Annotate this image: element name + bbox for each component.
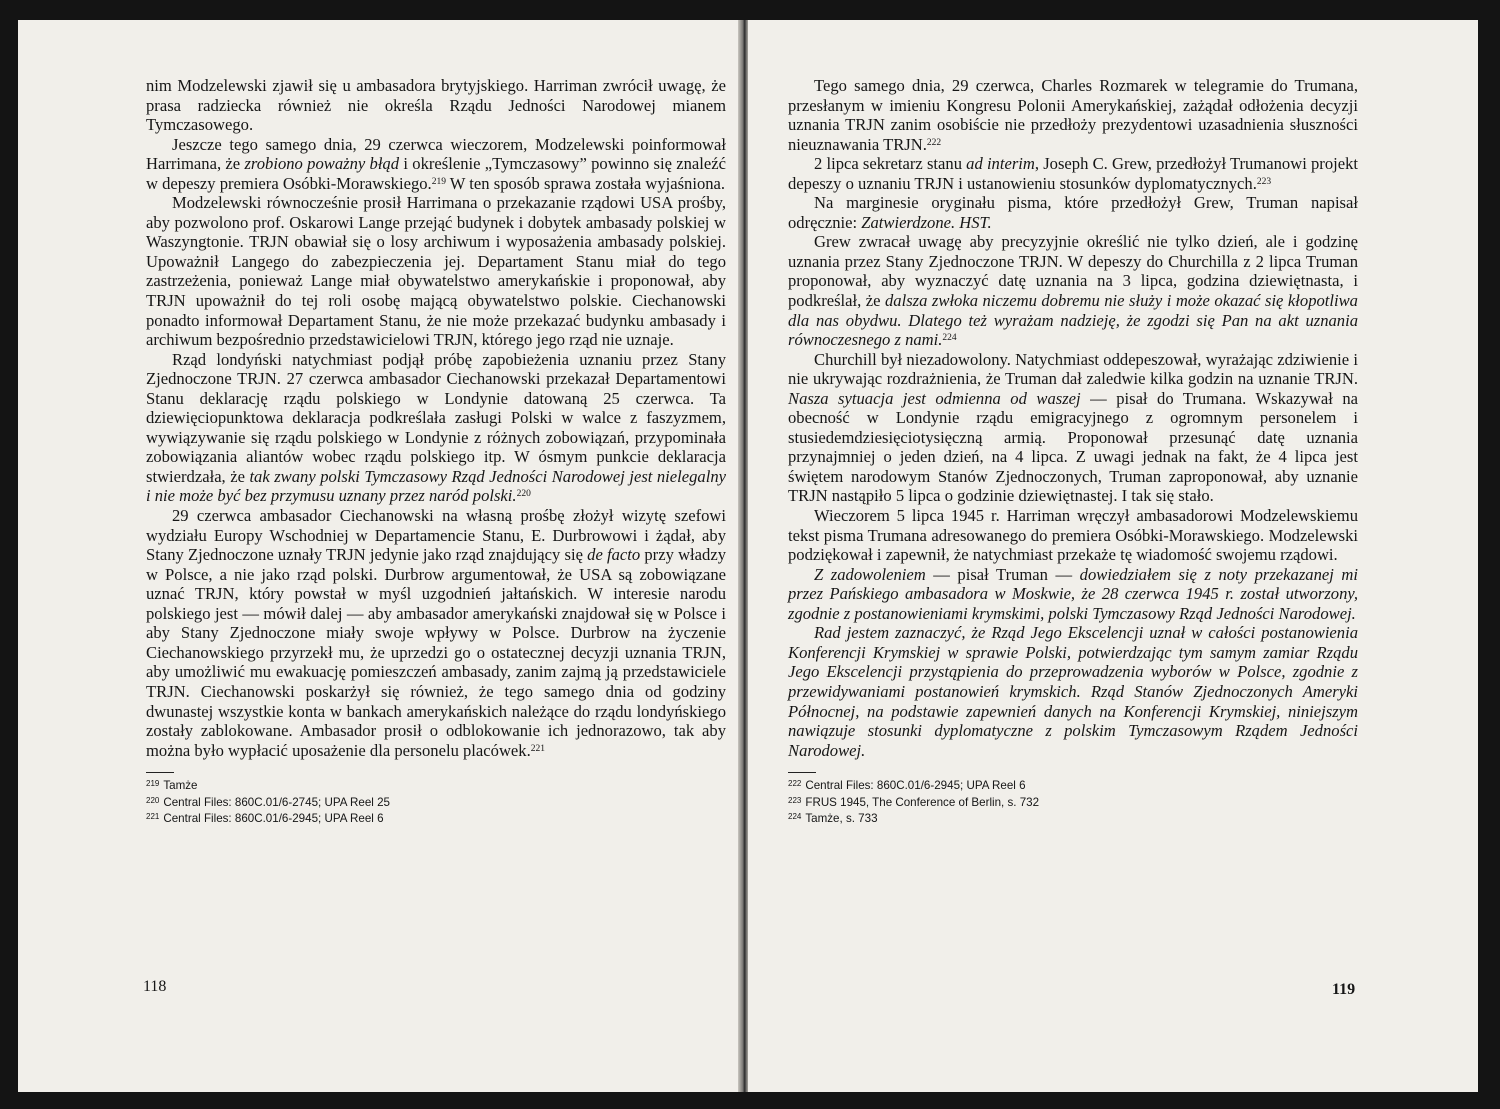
footnote bbox=[788, 811, 1358, 828]
text-run: nim Modzelewski zjawił się u ambasadora brytyjskiego. Harriman zwrócił uwagę, że prasa radziecka również nie określa Rządu Jedności Narodowej mianem Tymczasowego. bbox=[146, 76, 726, 135]
footnote-number: 220 bbox=[146, 795, 160, 805]
paragraph bbox=[788, 506, 1358, 565]
italic-text: dowiedziałem się z noty przekazanej mi przez Pańskiego ambasadora w Moskwie, że 28 czerwca 1945 r. został utworzony, zgodnie z postanowieniami krymskimi, polski Tymczasowy Rząd Jedności Narodowej. bbox=[788, 564, 1359, 623]
footnote-ref: 223 bbox=[1256, 176, 1272, 187]
text-run: przy władzy w Polsce, a nie jako rząd polski. Durbrow argumentował, że USA są zobowiązane uznać TRJN, który powstał w myśl uzgodnień jałtańskich. W interesie narodu polskiego jest — mówił dalej — aby ambasador amerykański znajdował się w Polsce i aby Stany Zjednoczone miały swoje wpływy w Polsce. Durbrow na życzenie Ciechanowskiego przyrzekł mu, że uprzedzi go o ostatecznej decyzji uznania TRJN, aby umożliwić mu ewakuację pomieszczeń ambasady, zanim zajmą ją przedstawiciele TRJN. Ciechanowski poskarżył się również, że tego samego dnia od godziny dwunastej wszystkie konta w bankach amerykańskich należące do rządu londyńskiego zostały zablokowane. Ambasador prosił o odblokowanie ich jednorazowo, tak aby można było wypłacić uposażenie dla personelu placówek. bbox=[146, 545, 726, 760]
footnote bbox=[146, 795, 726, 812]
footnote-number: 222 bbox=[788, 779, 802, 789]
left-footnotes bbox=[146, 778, 726, 828]
footnote bbox=[146, 811, 726, 828]
left-page bbox=[18, 20, 740, 1092]
footnote-text: Central Files: 860C.01/6-2745; UPA Reel 25 bbox=[163, 795, 390, 809]
paragraph bbox=[146, 76, 726, 135]
footnote bbox=[788, 795, 1358, 812]
paragraph bbox=[146, 135, 726, 194]
text-run: Jeszcze tego samego dnia, 29 czerwca wieczorem, Modzelewski poinformował Harrimana, że bbox=[146, 134, 726, 174]
footnote-number: 224 bbox=[788, 812, 802, 822]
text-run: — pisał Truman — bbox=[925, 564, 1080, 584]
footnote-ref: 221 bbox=[530, 743, 545, 754]
page-number-left: 118 bbox=[143, 978, 167, 995]
footnote-separator bbox=[788, 772, 816, 773]
italic-text: Zatwierdzone. HST. bbox=[861, 212, 992, 232]
paragraph bbox=[146, 350, 726, 506]
text-run: Churchill był niezadowolony. Natychmiast oddepeszował, wyrażając zdziwienie i nie ukrywając rozdrażnienia, że Truman dał zaledwie kilka godzin na uznanie TRJN. bbox=[788, 349, 1358, 389]
right-text-column bbox=[788, 76, 1358, 828]
paragraph bbox=[788, 350, 1358, 506]
text-run: Modzelewski równocześnie prosił Harrimana o przekazanie rządowi USA prośby, aby pozwolono prof. Oskarowi Lange przejąć budynek i dobytek ambasady polskiej w Waszyngtonie. TRJN obawiał się o losy archiwum i wyposażenia ambasady polskiej. Upoważnił Langego do zabezpieczenia jej. Departament Stanu miał do tego zastrzeżenia, ponieważ Lange miał obywatelstwo amerykańskie i proponował, aby TRJN upoważnił do tej roli osobę mającą obywatelstwo polskie. Ciechanowski ponadto informował Departament Stanu, że nie może przekazać budynku ambasady i archiwum bezpośrednio przedstawicielowi TRJN, którego jego rząd nie uznaje. bbox=[146, 193, 726, 350]
text-run: , Joseph C. Grew, przedłożył Trumanowi projekt depeszy o uznaniu TRJN i ustanowieniu stosunków dyplomatycznych. bbox=[788, 154, 1358, 193]
right-footnotes bbox=[788, 778, 1358, 828]
footnote-ref: 224 bbox=[942, 333, 957, 344]
paragraph bbox=[146, 506, 726, 760]
footnote-text: FRUS 1945, The Conference of Berlin, s. 732 bbox=[805, 795, 1040, 809]
left-text-column bbox=[146, 76, 726, 828]
footnote-ref: 219 bbox=[431, 176, 446, 187]
italic-text: Nasza sytuacja jest odmienna od waszej bbox=[788, 388, 1081, 408]
text-run: W ten sposób sprawa została wyjaśniona. bbox=[445, 173, 726, 193]
text-run: Tego samego dnia, 29 czerwca, Charles Rozmarek w telegramie do Trumana, przesłanym w imieniu Kongresu Polonii Amerykańskiej, zażądał odłożenia decyzji uznania TRJN zanim osobiście nie przedłoży prezydentowi uzasadnienia słuszności nieuznawania TRJN. bbox=[788, 76, 1358, 154]
footnote-ref: 222 bbox=[926, 137, 942, 148]
footnote-ref: 220 bbox=[516, 489, 531, 500]
text-run: Na marginesie oryginału pisma, które przedłożył Grew, Truman napisał odręcznie: bbox=[788, 193, 1358, 232]
italic-text: dalsza zwłoka niczemu dobremu nie służy i może okazać się kłopotliwa dla nas obydwu. Dlatego też wyrażam nadzieję, że zgodzi się Pan na akt uznania równoczesnego z nami. bbox=[788, 291, 1358, 350]
paragraph bbox=[146, 193, 726, 349]
text-run: i określenie „Tymczasowy” powinno się znaleźć w depeszy premiera Osóbki-Morawskiego. bbox=[146, 154, 726, 193]
page-number-right: 119 bbox=[1332, 981, 1356, 998]
paragraph bbox=[788, 232, 1358, 349]
text-run: — pisał do Trumana. Wskazywał na obecność w Londynie rządu emigracyjnego z ogromnym personelem i stusiedemdziesięciotysięczną armią. Proponował przesunąć datę uznania przynajmniej o jeden dzień, na 4 lipca. Z uwagi jednak na fakt, że 4 lipca jest świętem narodowym Stanów Zjednoczonych, Truman zaproponował, aby uznanie TRJN nastąpiło 5 lipca o godzinie dziewiętnastej. I tak się stało. bbox=[788, 388, 1358, 506]
text-run: Rząd londyński natychmiast podjął próbę zapobieżenia uznaniu przez Stany Zjednoczone TRJN. 27 czerwca ambasador Ciechanowski przekazał Departamentowi Stanu deklarację rządu polskiego w Londynie datowaną 25 czerwca. Ta dziewięciopunktowa deklaracja podkreślała zasługi Polski w walce z faszyzmem, wywiązywanie się rządu polskiego w Londynie z różnych zobowiązań, przypominała zobowiązania aliantów wobec rządu polskiego itp. W ósmym punkcie deklaracja stwierdzała, że bbox=[146, 349, 726, 486]
footnote-separator bbox=[146, 772, 174, 773]
text-run: 2 lipca sekretarz stanu bbox=[814, 154, 967, 174]
italic-text: zrobiono poważny błąd bbox=[244, 154, 400, 174]
paragraph bbox=[788, 623, 1358, 760]
paragraph bbox=[788, 565, 1358, 624]
paragraph bbox=[788, 154, 1358, 193]
right-page bbox=[748, 20, 1478, 1092]
footnote-text: Tamże, s. 733 bbox=[805, 812, 878, 826]
footnote-number: 219 bbox=[146, 779, 160, 789]
italic-text: Rad jestem zaznaczyć, że Rząd Jego Ekscelencji uznał w całości postanowienia Konferencji Krymskiej w sprawie Polski, potwierdzając tym samym zamiar Rządu Jego Ekscelencji przystąpienia do przeprowadzenia wyborów w Polsce, zgodnie z przewidywaniami postanowień krymskich. Rząd Stanów Zjednoczonych Ameryki Północnej, na podstawie zapewnień danych na Konferencji Krymskiej, niniejszym nawiązuje stosunki dyplomatyczne z polskim Tymczasowym Rządem Jedności Narodowej. bbox=[788, 623, 1358, 760]
footnote-text: Central Files: 860C.01/6-2945; UPA Reel 6 bbox=[805, 779, 1026, 793]
footnote-text: Tamże bbox=[163, 779, 198, 793]
left-body bbox=[146, 76, 726, 760]
italic-text: ad interim bbox=[966, 154, 1035, 174]
footnote-text: Central Files: 860C.01/6-2945; UPA Reel 6 bbox=[163, 812, 384, 826]
text-run: Grew zwracał uwagę aby precyzyjnie określić nie tylko dzień, ale i godzinę uznania przez Stany Zjednoczone TRJN. W depeszy do Churchilla z 2 lipca Truman proponował, aby wyznaczyć datę uznania na 3 lipca, godzina dziewiętnasta, i podkreślał, że bbox=[788, 232, 1358, 311]
footnote bbox=[146, 778, 726, 795]
right-body bbox=[788, 76, 1358, 760]
paragraph bbox=[788, 76, 1358, 154]
italic-text: Z zadowoleniem bbox=[814, 564, 926, 584]
italic-text: de facto bbox=[587, 545, 641, 565]
text-run: Wieczorem 5 lipca 1945 r. Harriman wręczył ambasadorowi Modzelewskiemu tekst pisma Trumana adresowanego do premiera Osóbki-Morawskiego. Modzelewski podziękował i zapewnił, że natychmiast przekaże tę wiadomość swojemu rządowi. bbox=[788, 506, 1358, 565]
paragraph bbox=[788, 193, 1358, 232]
footnote-number: 223 bbox=[788, 795, 802, 805]
italic-text: tak zwany polski Tymczasowy Rząd Jedności Narodowej jest nielegalny i nie może być bez przymusu uznany przez naród polski. bbox=[146, 466, 726, 506]
footnote bbox=[788, 778, 1358, 795]
footnote-number: 221 bbox=[146, 812, 160, 822]
text-run: 29 czerwca ambasador Ciechanowski na własną prośbę złożył wizytę szefowi wydziału Europy Wschodniej w Departamencie Stanu, E. Durbrowowi i żądał, aby Stany Zjednoczone uznały TRJN jedynie jako rząd znajdujący się bbox=[146, 506, 726, 565]
